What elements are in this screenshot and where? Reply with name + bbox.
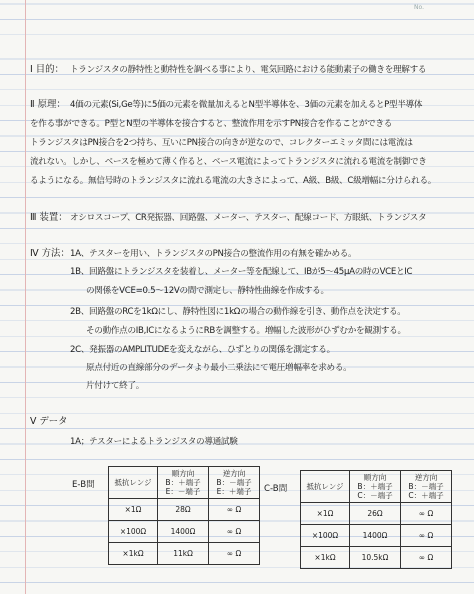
cell-reverse: ∞ Ω (401, 525, 452, 547)
cell-range: ×1Ω (109, 499, 158, 521)
method-line-3: の関係をVCE=0.5〜12Vの間で測定し、静特性曲線を作成する。 (86, 286, 329, 296)
principle-line-2: を作る事ができる。P型とN型の半導体を接合すると、整流作用を示すPN接合を作ることができる (30, 119, 393, 129)
header-reverse: 逆方向 B：－端子 E：＋端子 (209, 467, 260, 499)
method-line-8: 片付けて終了。 (86, 381, 145, 391)
header-range: 抵抗レンジ (109, 467, 158, 499)
purpose-heading: Ⅰ 目的： (30, 64, 64, 75)
cell-range: ×1kΩ (301, 547, 350, 569)
cell-range: ×1kΩ (109, 543, 158, 565)
cell-reverse: ∞ Ω (209, 499, 260, 521)
method-line-1: 1A、テスターを用い、トランジスタのPN接合の整流作用の有無を確かめる。 (70, 249, 357, 259)
cb-table-label: C-B間 (264, 484, 288, 494)
method-line-2: 1B、回路盤にトランジスタを装着し、メーター等を配線して、IBが5〜45μAの時のVCEとIC (70, 267, 413, 277)
cell-forward: 11kΩ (158, 543, 209, 565)
table-row (109, 521, 260, 543)
principle-line-1: 4価の元素(Si,Ge等)に5価の元素を微量加えるとN型半導体を、3価の元素を加えるとP型半導体 (70, 100, 423, 110)
page-number-label: No. (414, 4, 424, 11)
cell-reverse: ∞ Ω (209, 543, 260, 565)
method-heading: Ⅳ 方法： (30, 248, 70, 259)
cell-forward: 1400Ω (350, 525, 401, 547)
cell-range: ×100Ω (109, 521, 158, 543)
principle-line-4: 流れない。しかし、ベースを極めて薄く作ると、ベース電流によってトランジスタに流れる電流を制御でき (30, 157, 427, 167)
method-line-4: 2B、回路盤のRCを1kΩにし、静特性図に1kΩの場合の動作線を引き、動作点を決定する。 (70, 307, 406, 317)
margin-line (25, 0, 26, 594)
cb-table (300, 470, 452, 569)
table-row (301, 525, 452, 547)
principle-heading: Ⅱ 原理： (30, 99, 66, 110)
header-forward: 順方向 B：＋端子 C：－端子 (350, 471, 401, 503)
eb-table-label: E-B間 (72, 480, 95, 490)
cell-forward: 26Ω (350, 503, 401, 525)
cell-forward: 28Ω (158, 499, 209, 521)
purpose-text: トランジスタの静特性と動特性を調べる事により、電気回路における能動素子の働きを理解する (70, 65, 427, 75)
method-line-5: その動作点のIB,ICになるようにRBを調整する。増幅した波形がひずむかを観測する。 (86, 326, 406, 336)
data-subtitle: 1A；テスターによるトランジスタの導通試験 (70, 437, 238, 447)
method-line-7: 原点付近の直線部分のデータより最小二乗法にて電圧増幅率を求める。 (86, 363, 352, 373)
equipment-heading: Ⅲ 装置： (30, 212, 68, 223)
cell-range: ×100Ω (301, 525, 350, 547)
table-header-row (301, 471, 452, 503)
table-row (301, 503, 452, 525)
cell-forward: 1400Ω (158, 521, 209, 543)
principle-line-3: トランジスタはPN接合を2つ持ち、互いにPN接合の向きが逆なので、コレクターエミッタ間には電流は (30, 138, 413, 148)
header-forward: 順方向 B：＋端子 E：－端子 (158, 467, 209, 499)
cell-forward: 10.5kΩ (350, 547, 401, 569)
cell-range: ×1Ω (301, 503, 350, 525)
principle-line-5: るようになる。無信号時のトランジスタに流れる電流の大きさによって、A級、B級、C級増幅に分けられる。 (30, 176, 437, 186)
header-reverse: 逆方向 B：－端子 C：＋端子 (401, 471, 452, 503)
data-heading: Ⅴ データ (30, 416, 68, 427)
method-line-6: 2C、発振器のAMPLITUDEを変えながら、ひずとりの関係を測定する。 (70, 345, 335, 355)
table-header-row (109, 467, 260, 499)
cell-reverse: ∞ Ω (401, 547, 452, 569)
table-row (109, 543, 260, 565)
cell-reverse: ∞ Ω (401, 503, 452, 525)
cell-reverse: ∞ Ω (209, 521, 260, 543)
table-row (301, 547, 452, 569)
header-range: 抵抗レンジ (301, 471, 350, 503)
eb-table (108, 466, 260, 565)
equipment-text: オシロスコープ、CR発振器、回路盤、メーター、テスター、配線コード、方眼紙、トランジスタ (70, 213, 427, 223)
table-row (109, 499, 260, 521)
